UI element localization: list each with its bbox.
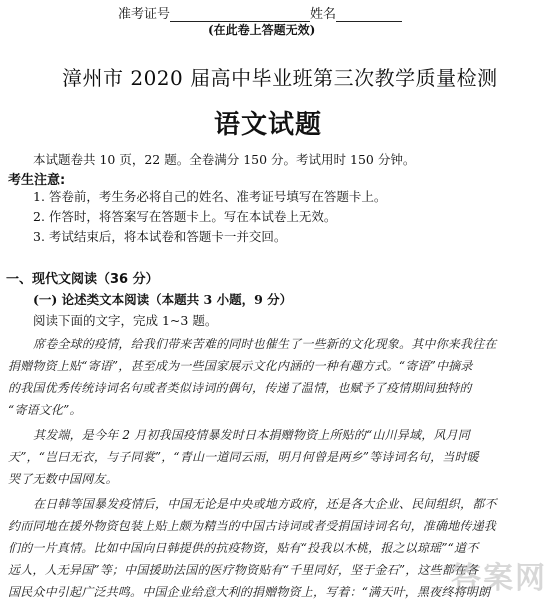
note-item: 3. 考试结束后，将本试卷和答题卡一并交回。 <box>33 229 287 244</box>
passage-line: 的我国优秀传统诗词名句或者类似诗词的偶句，传递了温情，也赋予了疫情期间独特的 <box>8 381 472 395</box>
subsection-heading: (一) 论述类文本阅读（本题共 3 小题，9 分） <box>33 292 293 307</box>
note-item: 1. 答卷前，考生务必将自己的姓名、准考证号填写在答题卡上。 <box>33 189 387 204</box>
site-watermark: 答案网 <box>451 561 547 596</box>
passage-line: 们的一片真情。比如中国向日韩提供的抗疫物资，贴有“投我以木桃，报之以琼瑶”“道不 <box>8 541 479 555</box>
passage-line: 约而同地在援外物资包装上贴上颇为精当的中国古诗词或者受捐国诗词名句，准确地传递我 <box>8 519 497 533</box>
passage-line: 远人，人无异国”等；中国援助法国的医疗物资贴有“千里同好，坚于金石”，这些都在各 <box>8 563 479 577</box>
name-blank <box>336 9 402 22</box>
passage-line: 捐赠物资上贴“寄语”，甚至成为一些国家展示文化内涵的一种有趣方式。“寄语”中摘录 <box>8 359 473 373</box>
notes-heading: 考生注意: <box>8 173 66 188</box>
name-label: 姓名 <box>310 7 337 22</box>
candidate-info-line <box>118 3 402 22</box>
passage-line: 国民众中引起广泛共鸣。中国企业给意大利的捐赠物资上，写着：“满天叶，黑夜终将明朗 <box>8 585 491 599</box>
answer-invalid-notice: (在此卷上答题无效) <box>208 23 316 37</box>
reading-instruction: 阅读下面的文字，完成 1~3 题。 <box>33 313 218 328</box>
paper-intro: 本试题卷共 10 页，22 题。全卷满分 150 分。考试用时 150 分钟。 <box>33 152 416 167</box>
passage-line: 天”，“岂曰无衣，与子同裳”，“青山一道同云雨，明月何曾是两乡”等诗词名句，当时暖 <box>8 450 479 464</box>
section-heading: 一、现代文阅读（36 分） <box>6 272 159 287</box>
exam-id-label: 准考证号 <box>118 7 171 22</box>
exam-title: 漳州市 2020 届高中毕业班第三次教学质量检测 <box>62 66 498 90</box>
passage-line: “寄语文化”。 <box>8 403 82 417</box>
passage-line: 席卷全球的疫情，给我们带来苦难的同时也催生了一些新的文化现象。其中你来我往在 <box>33 337 497 351</box>
note-item: 2. 作答时，将答案写在答题卡上。写在本试卷上无效。 <box>33 209 337 224</box>
passage-line: 在日韩等国暴发疫情后，中国无论是中央或地方政府，还是各大企业、民间组织，都不 <box>33 497 497 511</box>
passage-line: 其发端，是今年 2 月初我国疫情暴发时日本捐赠物资上所贴的“山川异域，风月同 <box>33 428 471 442</box>
subject-title: 语文试题 <box>214 110 323 140</box>
passage-line: 哭了无数中国网友。 <box>8 472 118 486</box>
